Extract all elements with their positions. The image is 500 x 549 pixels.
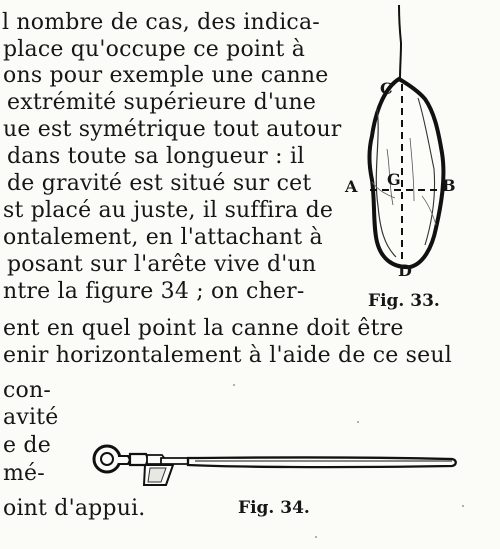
text-line-8: st placé au juste, il suffira de: [3, 198, 334, 223]
text-line-18: oint d'appui.: [3, 496, 146, 521]
figure-33-label-b: B: [442, 176, 456, 195]
figure-33-illustration: [350, 0, 500, 290]
text-line-16: e de: [3, 433, 51, 458]
scan-dot: [357, 421, 359, 423]
text-line-12: ent en quel point la canne doit être: [3, 316, 404, 341]
text-line-13: enir horizontalement à l'aide de ce seul: [3, 343, 452, 368]
scan-dot: [315, 536, 317, 538]
text-line-11: ntre la figure 34 ; on cher-: [3, 279, 305, 304]
figure-33-caption: Fig. 33.: [368, 291, 440, 311]
text-line-10: posant sur l'arête vive d'un: [7, 252, 317, 277]
figure-33-label-c: C: [380, 79, 393, 98]
text-line-17: mé-: [3, 461, 45, 486]
text-line-7: de gravité est situé sur cet: [7, 171, 312, 196]
text-line-5: ue est symétrique tout autour: [3, 117, 342, 142]
scan-dot: [233, 384, 235, 386]
scan-dot: [462, 505, 464, 507]
text-line-15: avité: [3, 405, 59, 430]
figure-34-illustration: [90, 435, 460, 495]
text-line-14: con-: [3, 378, 51, 403]
figure-34-caption: Fig. 34.: [238, 498, 310, 518]
text-line-1: l nombre de cas, des indica-: [2, 10, 320, 35]
text-line-9: ontalement, en l'attachant à: [3, 225, 323, 250]
text-line-3: ons pour exemple une canne: [3, 63, 329, 88]
text-line-4: extrémité supérieure d'une: [7, 90, 317, 115]
text-line-6: dans toute sa longueur : il: [7, 144, 305, 169]
figure-33-label-g: G: [387, 170, 401, 189]
figure-33-label-a: A: [345, 177, 358, 196]
text-line-2: place qu'occupe ce point à: [3, 37, 306, 62]
figure-33-label-d: D: [398, 261, 412, 280]
